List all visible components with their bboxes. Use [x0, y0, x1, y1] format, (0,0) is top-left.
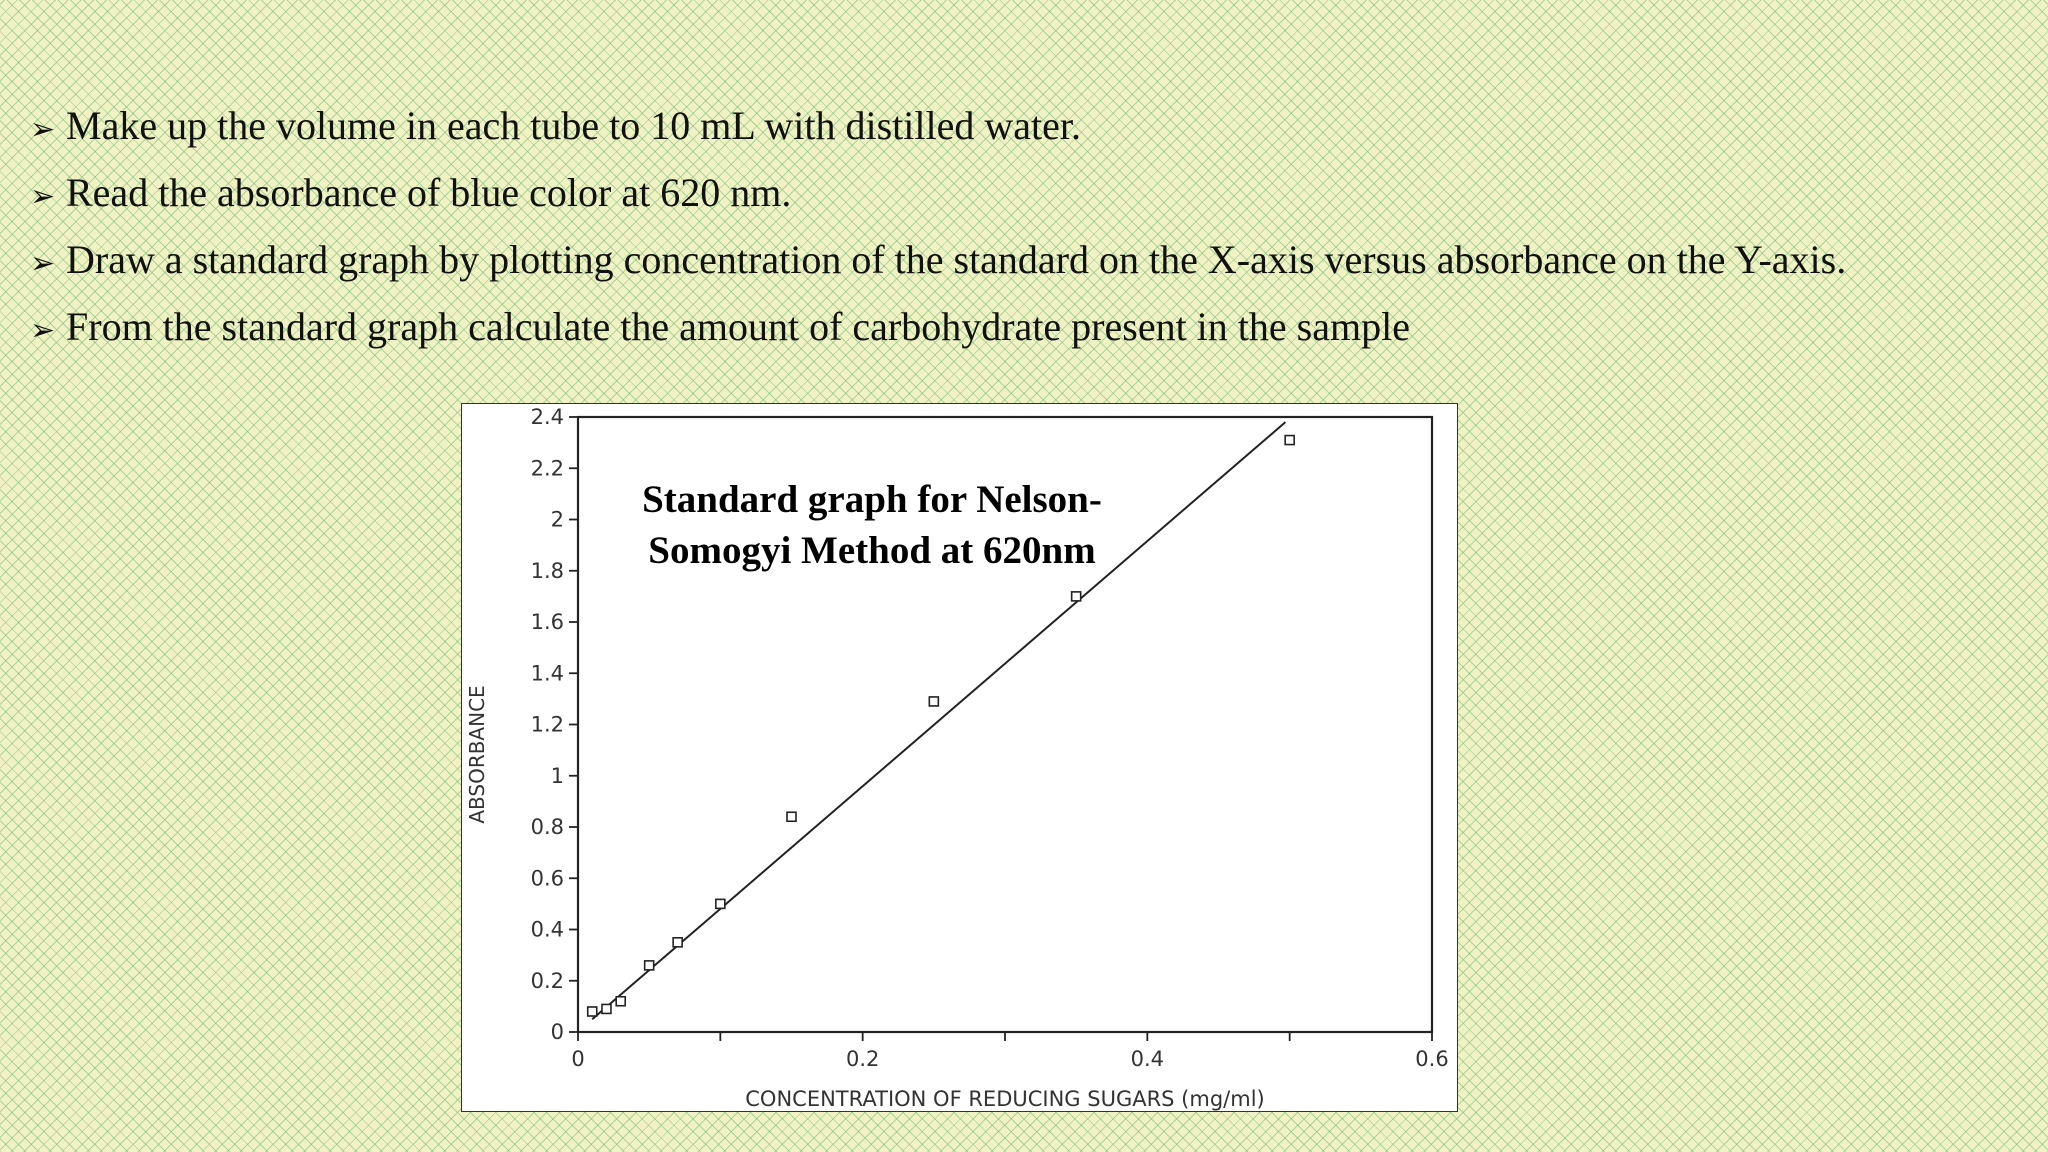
x-tick-label: 0.4 — [1130, 1047, 1165, 1071]
bullet-list — [30, 92, 1846, 360]
bullet-item — [30, 159, 1846, 226]
y-axis-label: ABSORBANCE — [465, 685, 489, 824]
bullet-text: Draw a standard graph by plotting concentration of the standard on the X-axis versus absorbance on the Y-axis. — [66, 237, 1847, 282]
standard-graph-figure — [461, 403, 1458, 1112]
arrowhead-bullet-icon: ➢ — [30, 313, 56, 348]
y-tick-label: 1.2 — [530, 712, 564, 737]
arrowhead-bullet-icon: ➢ — [30, 112, 56, 147]
y-tick-label: 1.8 — [530, 558, 564, 583]
y-tick-label: 1 — [550, 763, 564, 788]
data-point — [716, 899, 725, 908]
y-tick-label: 2.4 — [530, 405, 564, 429]
data-point — [602, 1004, 611, 1013]
y-tick-label: 1.4 — [530, 661, 564, 686]
data-point — [1072, 592, 1081, 601]
y-tick-label: 2.2 — [530, 456, 564, 481]
y-tick-label: 0 — [550, 1020, 564, 1044]
x-tick-label: 0 — [571, 1047, 585, 1071]
data-point — [616, 997, 625, 1006]
data-point — [673, 938, 682, 947]
y-tick-label: 0.4 — [530, 917, 564, 942]
arrowhead-bullet-icon: ➢ — [30, 246, 56, 281]
bullet-item — [30, 92, 1846, 159]
chart-title-line: Somogyi Method at 620nm — [648, 529, 1096, 572]
y-tick-label: 1.6 — [530, 610, 564, 634]
y-tick-label: 2 — [550, 507, 564, 532]
bullet-text: Read the absorbance of blue color at 620 nm. — [66, 170, 792, 215]
x-tick-label: 0.2 — [845, 1047, 880, 1071]
bullet-item — [30, 293, 1846, 360]
bullet-text: From the standard graph calculate the amount of carbohydrate present in the sample — [66, 304, 1410, 349]
chart-title-line: Standard graph for Nelson- — [642, 478, 1102, 521]
arrowhead-bullet-icon: ➢ — [30, 179, 56, 214]
data-point — [929, 697, 938, 706]
data-point — [588, 1007, 597, 1016]
x-axis-label: CONCENTRATION OF REDUCING SUGARS (mg/ml) — [745, 1087, 1265, 1111]
x-tick-label: 0.6 — [1415, 1047, 1449, 1071]
bullet-text: Make up the volume in each tube to 10 mL with distilled water. — [66, 103, 1081, 148]
data-point — [1285, 436, 1294, 445]
bullet-item — [30, 226, 1846, 293]
y-tick-label: 0.8 — [530, 815, 564, 839]
data-point — [645, 961, 654, 970]
data-point — [787, 812, 796, 821]
y-tick-label: 0.2 — [530, 968, 564, 993]
y-tick-label: 0.6 — [530, 866, 564, 891]
chart-title — [622, 474, 1122, 576]
